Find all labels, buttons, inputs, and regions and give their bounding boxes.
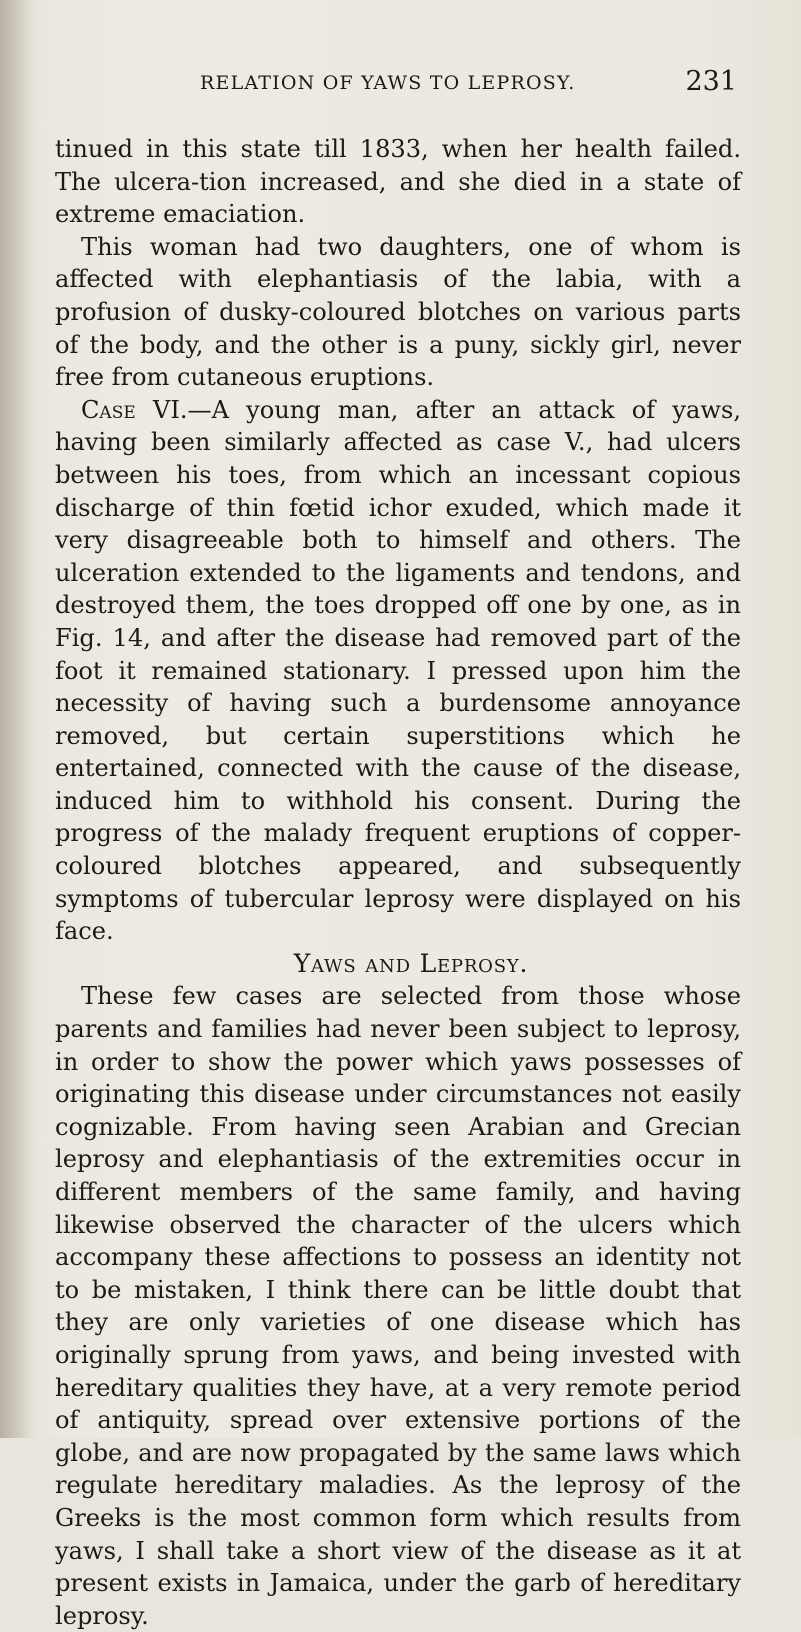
case-vi-text: —A young man, after an attack of yaws, having been similarly affected as case V., had ulcers between his toes, from which an incessant copious discharge of thin fœtid ichor exuded, which made it very disagreeable both to himself and others. The ulceration extended to the ligaments and tendons, and destroyed them, the toes dropped off one by one, as in Fig. 14, and after the disease had removed part of the foot it remained stationary. I pressed upon him the necessity of having such a burdensome annoyance removed, but certain superstitions which he entertained, connected with the cause of the disease, induced him to withhold his consent. During the progress of the malady frequent eruptions of copper-coloured blotches appeared, and subsequently symptoms of tubercular leprosy were displayed on his face. bbox=[55, 395, 741, 946]
section-heading: Yaws and Leprosy. bbox=[293, 948, 529, 978]
paragraph-daughters: This woman had two daughters, one of whom is affected with elephantiasis of the labia, with a profusion of dusky-coloured blotches on various parts of the body, and the other is a puny, sickly girl, never free from cutaneous eruptions. bbox=[55, 232, 741, 392]
page-number: 231 bbox=[685, 66, 737, 97]
case-label: Case VI. bbox=[81, 395, 188, 424]
paragraph-yaws-leprosy: These few cases are selected from those whose parents and families had never been subject to leprosy, in order to show the power which yaws possesses of originating this disease under circumstances not easily cognizable. From having seen Arabian and Grecian leprosy and elephantiasis of the extremities occur in different members of the same family, and having likewise observed the character of the ulcers which accompany these affections to possess an identity not to be mistaken, I think there can be little doubt that they are only varieties of one disease which has originally sprung from yaws, and being invested with hereditary qualities they have, at a very remote period of antiquity, spread over extensive portions of the globe, and are now propagated by the same laws which regulate hereditary maladies. As the leprosy of the Greeks is the most common form which results from yaws, I shall take a short view of the disease as it at present exists in Jamaica, under the garb of hereditary leprosy. bbox=[55, 982, 741, 1630]
binding-shadow bbox=[0, 0, 34, 1438]
running-head: RELATION OF YAWS TO LEPROSY. bbox=[200, 72, 576, 94]
paragraph-case-vi bbox=[55, 394, 741, 948]
page-body bbox=[55, 133, 741, 1632]
paragraph-continuation: tinued in this state till 1833, when her health failed. The ulcera-tion increased, and she died in a state of extreme emaciation. bbox=[55, 135, 741, 229]
